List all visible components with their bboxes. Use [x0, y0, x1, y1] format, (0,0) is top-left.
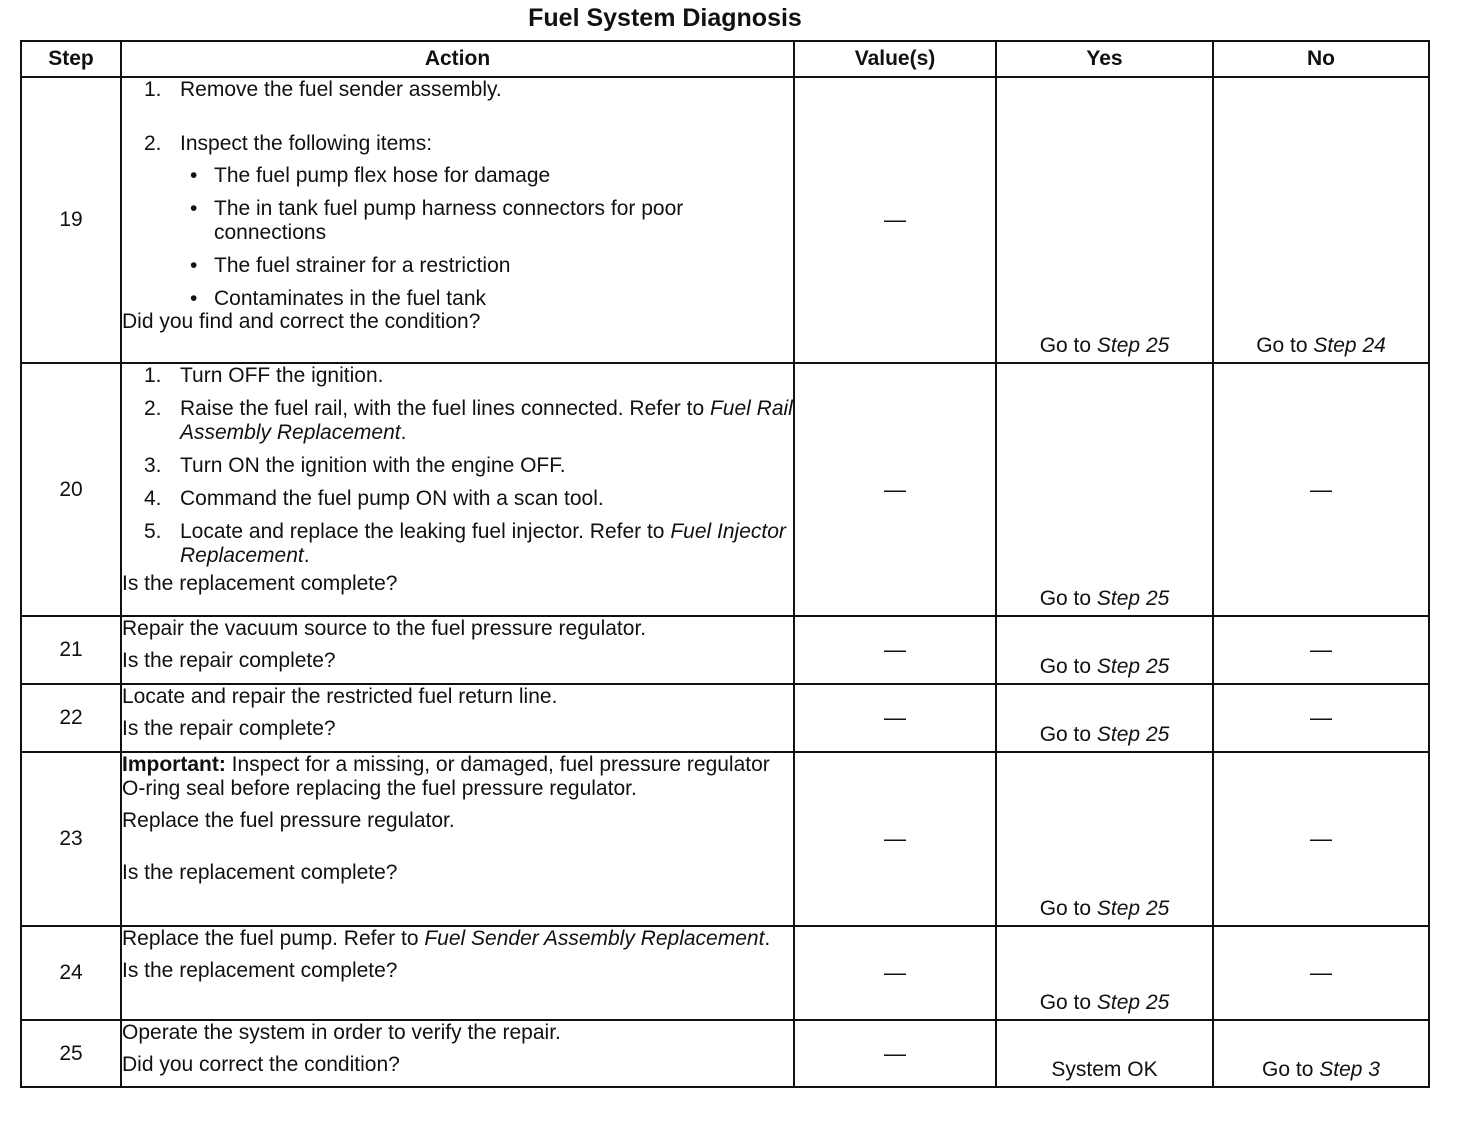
- dash-value: —: [1310, 476, 1332, 502]
- table-row-step-19: [21, 77, 1429, 363]
- action-cell: [121, 363, 794, 616]
- question-text: Is the repair complete?: [122, 649, 336, 672]
- reference-link-text: Fuel Sender Assembly Replacement: [424, 927, 765, 950]
- bullet-item: • Contaminates in the fuel tank: [190, 287, 486, 310]
- reference-link-text: Fuel Injector Replacement: [180, 520, 786, 567]
- action-text: Locate and repair the restricted fuel return line.: [122, 685, 558, 708]
- action-item: 2. Raise the fuel rail, with the fuel lines connected. Refer to Fuel Rail Assembly Replacement.: [144, 397, 793, 444]
- no-cell: [1213, 77, 1429, 363]
- action-item: 2. Inspect the following items: • The fuel pump flex hose for damage • The in tank fuel pump harness connectors for poor connections • The fuel strainer for a restriction • Contaminates in the fuel tank: [122, 132, 793, 311]
- bullet-item: • The fuel strainer for a restriction: [190, 254, 511, 277]
- dash-value: —: [1310, 826, 1332, 851]
- no-cell: [1213, 1020, 1429, 1087]
- action-item-text: Turn OFF the ignition.: [180, 364, 384, 387]
- goto-prefix: Go to: [1039, 655, 1092, 678]
- header-values: Value(s): [794, 41, 996, 77]
- value-cell: [794, 684, 996, 752]
- yes-answer: [997, 655, 1212, 679]
- question-text: Is the repair complete?: [122, 717, 336, 740]
- yes-answer: System OK: [1051, 1058, 1158, 1081]
- action-text: Replace the fuel pressure regulator.: [122, 809, 455, 832]
- yes-cell: [996, 77, 1213, 363]
- step-number: 23: [21, 752, 121, 926]
- yes-answer: [997, 587, 1212, 611]
- dash-value: —: [884, 476, 906, 502]
- question-text: Did you find and correct the condition?: [122, 310, 481, 333]
- bullet-text: The fuel pump flex hose for damage: [214, 164, 551, 187]
- step-reference: Step 24: [1313, 334, 1386, 357]
- header-row: [21, 41, 1429, 77]
- goto-prefix: Go to: [1039, 991, 1092, 1014]
- dash-value: —: [884, 826, 906, 851]
- goto-prefix: Go to: [1262, 1058, 1314, 1081]
- step-number: 25: [21, 1020, 121, 1087]
- action-cell: [121, 926, 794, 1020]
- yes-answer: [997, 991, 1212, 1015]
- reference-link-text: Fuel Rail Assembly Replacement: [180, 397, 793, 444]
- yes-cell: [996, 1020, 1213, 1087]
- no-cell: [1213, 684, 1429, 752]
- bullet-text: The in tank fuel pump harness connectors for poor connections: [214, 197, 684, 244]
- no-cell: [1213, 926, 1429, 1020]
- header-action: Action: [121, 41, 794, 77]
- action-text: Repair the vacuum source to the fuel pressure regulator.: [122, 617, 647, 640]
- no-cell: [1213, 616, 1429, 684]
- table-row-step-21: [21, 616, 1429, 684]
- value-cell: [794, 1020, 996, 1087]
- diagnosis-table: [20, 40, 1430, 1088]
- dash-value: —: [884, 705, 906, 730]
- action-item: 5. Locate and replace the leaking fuel injector. Refer to Fuel Injector Replacement.: [144, 520, 786, 567]
- step-reference: Step 25: [1096, 334, 1170, 357]
- goto-prefix: Go to: [1256, 334, 1308, 357]
- step-number: 19: [21, 77, 121, 363]
- value-cell: [794, 77, 996, 363]
- no-answer: [1214, 1058, 1428, 1082]
- action-item: 1. Turn OFF the ignition.: [144, 364, 384, 387]
- dash-value: —: [884, 207, 906, 232]
- goto-prefix: Go to: [1039, 587, 1092, 610]
- action-text: Replace the fuel pump. Refer to Fuel Sender Assembly Replacement.: [122, 927, 771, 950]
- header-no: No: [1213, 41, 1429, 77]
- yes-answer: [997, 723, 1212, 747]
- value-cell: [794, 752, 996, 926]
- yes-cell: [996, 926, 1213, 1020]
- goto-prefix: Go to: [1039, 723, 1092, 746]
- step-reference: Step 25: [1096, 897, 1170, 920]
- question-text: Is the replacement complete?: [122, 572, 398, 595]
- bullet-item: • The in tank fuel pump harness connectors for poor connections: [190, 197, 684, 244]
- value-cell: [794, 926, 996, 1020]
- table-row-step-20: [21, 363, 1429, 616]
- value-cell: [794, 616, 996, 684]
- action-item: 3. Turn ON the ignition with the engine OFF.: [144, 454, 566, 477]
- action-text: Operate the system in order to verify the repair.: [122, 1021, 561, 1044]
- action-item-text: Raise the fuel rail, with the fuel lines connected. Refer to: [180, 397, 705, 420]
- no-cell: [1213, 363, 1429, 616]
- step-number: 24: [21, 926, 121, 1020]
- step-reference: Step 25: [1096, 655, 1170, 678]
- dash-value: —: [1310, 705, 1332, 730]
- goto-prefix: Go to: [1039, 334, 1092, 357]
- step-number: 20: [21, 363, 121, 616]
- table-row-step-24: [21, 926, 1429, 1020]
- question-text: Is the replacement complete?: [122, 959, 398, 982]
- goto-prefix: Go to: [1039, 897, 1092, 920]
- no-cell: [1213, 752, 1429, 926]
- action-item-text: Command the fuel pump ON with a scan tool.: [180, 487, 604, 510]
- yes-cell: [996, 616, 1213, 684]
- dash-value: —: [884, 960, 906, 985]
- header-step: Step: [21, 41, 121, 77]
- step-reference: Step 3: [1319, 1058, 1380, 1081]
- dash-value: —: [1310, 960, 1332, 985]
- question-text: Did you correct the condition?: [122, 1053, 400, 1076]
- header-yes: Yes: [996, 41, 1213, 77]
- yes-answer: [997, 334, 1212, 358]
- table-row-step-25: [21, 1020, 1429, 1087]
- important-note: [122, 753, 793, 801]
- value-cell: [794, 363, 996, 616]
- yes-answer: [997, 897, 1212, 921]
- dash-value: —: [1310, 637, 1332, 662]
- action-cell: [121, 684, 794, 752]
- bullet-item: • The fuel pump flex hose for damage: [190, 164, 551, 187]
- dash-value: —: [884, 637, 906, 662]
- no-answer: [1214, 334, 1428, 358]
- step-number: 22: [21, 684, 121, 752]
- important-text: Inspect for a missing, or damaged, fuel pressure regulator O-ring seal before replacing the fuel pressure regulator.: [122, 753, 770, 800]
- step-reference: Step 25: [1096, 723, 1170, 746]
- yes-cell: [996, 684, 1213, 752]
- action-item-text: Turn ON the ignition with the engine OFF.: [180, 454, 566, 477]
- step-number: 21: [21, 616, 121, 684]
- table-row-step-22: [21, 684, 1429, 752]
- action-item-text: Remove the fuel sender assembly.: [180, 78, 502, 101]
- action-cell: [121, 1020, 794, 1087]
- bullet-text: The fuel strainer for a restriction: [214, 254, 511, 277]
- action-cell: [121, 77, 794, 363]
- action-item-text: Inspect the following items:: [180, 132, 433, 155]
- action-item-text: Locate and replace the leaking fuel injector. Refer to: [180, 520, 665, 543]
- table-row-step-23: [21, 752, 1429, 926]
- action-text-main: Replace the fuel pump. Refer to: [122, 927, 419, 950]
- action-item: 1. Remove the fuel sender assembly.: [144, 78, 502, 101]
- page-title: Fuel System Diagnosis: [528, 4, 802, 32]
- important-label: Important:: [122, 753, 226, 776]
- action-cell: [121, 616, 794, 684]
- action-cell: [121, 752, 794, 926]
- step-reference: Step 25: [1096, 991, 1170, 1014]
- dash-value: —: [884, 1040, 906, 1066]
- yes-cell: [996, 752, 1213, 926]
- bullet-text: Contaminates in the fuel tank: [214, 287, 486, 310]
- step-reference: Step 25: [1096, 587, 1170, 610]
- action-item: 4. Command the fuel pump ON with a scan tool.: [144, 487, 604, 510]
- yes-cell: [996, 363, 1213, 616]
- question-text: Is the replacement complete?: [122, 861, 398, 884]
